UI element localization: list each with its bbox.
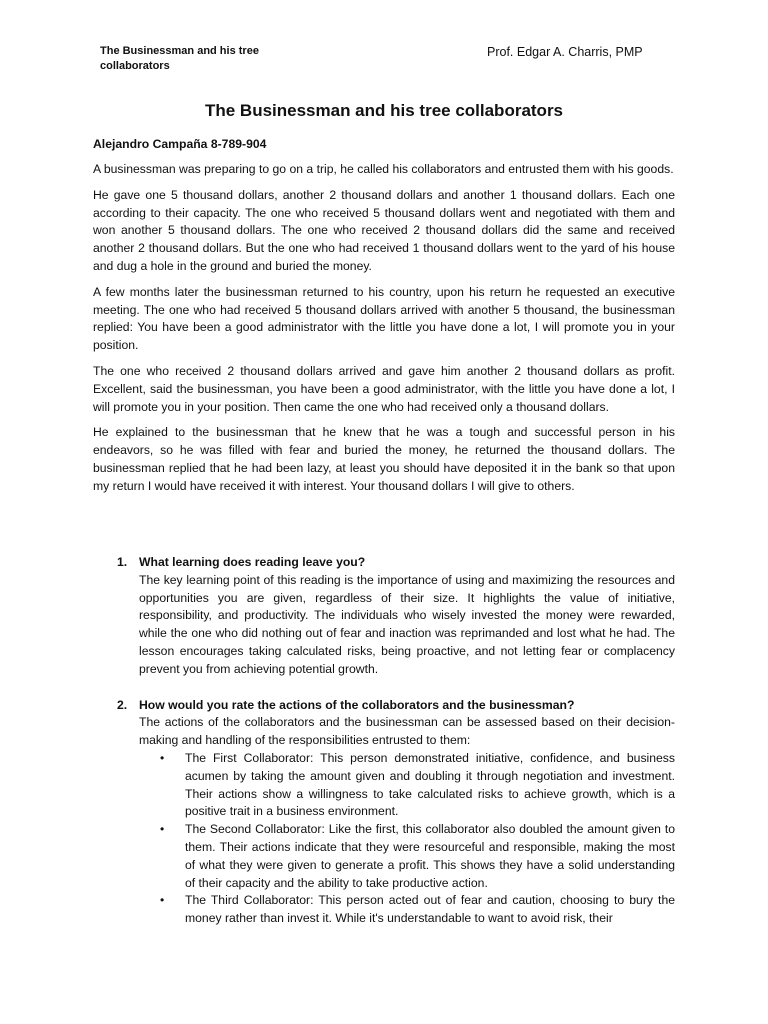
question-item [93,554,675,679]
bullet-text: The Second Collaborator: Like the first, this collaborator also doubled the amount given to them. Their actions indicate that they were resourceful and responsible, making the most of what they were given to generate a profit. This shows they have a solid understanding of their capacity and the ability to take productive action. [185,822,675,890]
bullet-item [139,750,675,821]
bullet-icon: • [160,750,165,765]
question-list [93,554,675,946]
bullet-text: The First Collaborator: This person demonstrated initiative, confidence, and business acumen by taking the amount given and doubling it through negotiation and investment. Their actions show a willingness to take calculated risks to achieve growth, which is a positive trait in a business environment. [185,750,675,819]
question-number: 2. [117,697,128,712]
question-title: What learning does reading leave you? [139,555,366,569]
header-document-title: The Businessman and his tree collaborators [100,45,259,72]
document-title: The Businessman and his tree collaborators [204,101,564,120]
bullet-list [139,750,675,928]
story-body [93,161,675,504]
question-answer: The actions of the collaborators and the businessman can be assessed based on their decision-making and handling of the responsibilities entrusted to them: [139,715,675,748]
story-paragraph: He explained to the businessman that he knew that he was a tough and successful person in his endeavors, so he was filled with fear and buried the money, he returned the thousand dollars. The businessman replied that he had been lazy, at least you should have deposited it in the bank so that upon my return I would have received it with interest. Your thousand dollars I will give to others. [93,425,675,493]
story-paragraph: The one who received 2 thousand dollars arrived and gave him another 2 thousand dollars as profit. Excellent, said the businessman, you have been a good administrator, with the little you have done a lot, I will promote you in your position. Then came the one who had received only a thousand dollars. [93,363,675,414]
story-paragraph: A businessman was preparing to go on a trip, he called his collaborators and entrusted them with his goods. [93,162,674,176]
student-name-id: Alejandro Campaña 8-789-904 [93,137,267,151]
story-paragraph: He gave one 5 thousand dollars, another 2 thousand dollars and another 1 thousand dollars. Each one according to their capacity. The one who received 5 thousand dollars went and negotiated with them and won another 5 thousand dollars. The one who received 2 thousand dollars did the same and received another 2 thousand dollars. But the one who had received 1 thousand dollars went to the yard of his house and dug a hole in the ground and buried the money. [93,187,675,273]
bullet-icon: • [160,893,165,908]
story-paragraph: A few months later the businessman returned to his country, upon his return he requested an executive meeting. The one who had received 5 thousand dollars arrived with another 5 thousand, the businessman replied: You have been a good administrator with the little you have done a lot, I will promote you in your position. [93,284,675,353]
bullet-text: The Third Collaborator: This person acted out of fear and caution, choosing to bury the money rather than invest it. While it's understandable to want to avoid risk, their [185,893,675,926]
question-answer: The key learning point of this reading is the importance of using and maximizing the resources and opportunities you are given, regardless of their size. It highlights the value of initiative, responsibility, and productivity. The individuals who wisely invested the money were rewarded, while the one who did nothing out of fear and inaction was reprimanded and lost what he had. The lesson encourages taking calculated risks, being proactive, and not letting fear or complacency prevent you from achieving potential growth. [139,572,675,676]
header-professor-name: Prof. Edgar A. Charris, PMP [487,45,643,59]
bullet-item [139,892,675,928]
question-title: How would you rate the actions of the collaborators and the businessman? [139,697,575,712]
question-item [93,697,675,928]
bullet-icon: • [160,822,165,837]
bullet-item [139,821,675,892]
question-number: 1. [117,555,128,569]
